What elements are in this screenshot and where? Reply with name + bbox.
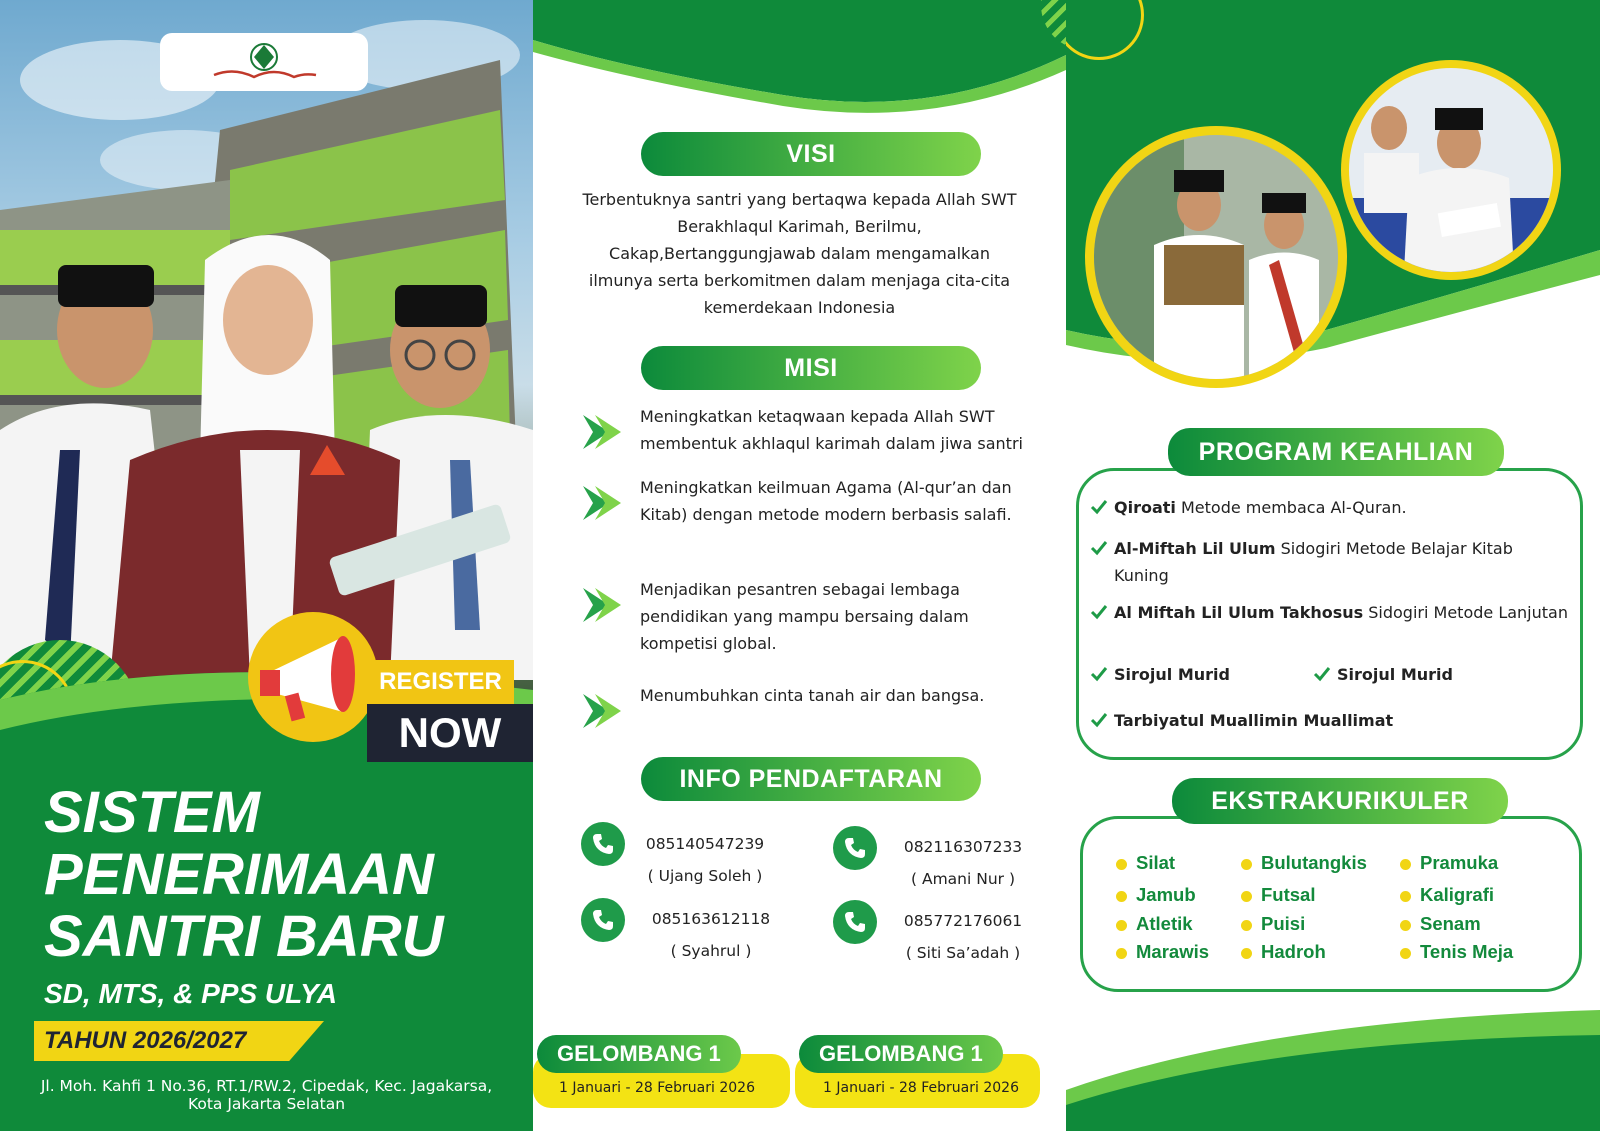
megaphone-graphic [248, 612, 378, 742]
visi-text [553, 186, 1046, 321]
ekstra-item: Jamub [1116, 884, 1196, 906]
crest-icon [204, 39, 324, 85]
program-item-3: Al Miftah Lil Ulum Takhosus Sidogiri Metode Lanjutan [1090, 599, 1570, 626]
info-heading: INFO PENDAFTARAN [641, 757, 981, 801]
address-line-2: Kota Jakarta Selatan [187, 1095, 346, 1113]
megaphone-icon [248, 612, 378, 742]
school-logo [160, 33, 368, 91]
photo-circle-2 [1341, 60, 1561, 280]
contact-3 [631, 903, 791, 967]
reading-photo [1349, 68, 1553, 272]
ekstra-item: Marawis [1116, 941, 1209, 963]
check-icon [1090, 711, 1108, 729]
ekstra-item: Futsal [1241, 884, 1315, 906]
address [0, 1077, 533, 1113]
contact-2 [883, 831, 1043, 895]
chevron-right-icon [579, 690, 621, 732]
register-label: REGISTER [367, 660, 514, 704]
year-label: TAHUN 2026/2027 [44, 1027, 247, 1054]
ekstra-item: Silat [1116, 852, 1175, 874]
chevron-right-icon [579, 482, 621, 524]
subtitle: SD, MTS, & PPS ULYA [44, 978, 337, 1009]
scout-photo [1094, 135, 1338, 379]
contact-1 [625, 828, 785, 892]
contact-name: ( Ujang Soleh ) [647, 867, 763, 885]
program-heading: PROGRAM KEAHLIAN [1168, 428, 1504, 476]
right-panel [1066, 0, 1600, 1131]
chevron-right-icon [579, 584, 621, 626]
check-icon [1313, 665, 1331, 683]
phone-icon[interactable] [833, 826, 877, 870]
title-line-1: SISTEM [44, 780, 260, 845]
contact-phone[interactable]: 085140547239 [645, 835, 765, 853]
contact-phone[interactable]: 085772176061 [903, 912, 1023, 930]
left-panel [0, 0, 533, 1131]
contact-name: ( Syahrul ) [670, 942, 752, 960]
program-item-6: Tarbiyatul Muallimin Muallimat [1090, 707, 1570, 734]
misi-item-4: Menumbuhkan cinta tanah air dan bangsa. [640, 686, 985, 705]
photo-circle-1 [1085, 126, 1347, 388]
now-label: NOW [367, 704, 533, 762]
check-icon [1090, 539, 1108, 557]
check-icon [1090, 603, 1108, 621]
ekstra-item: Bulutangkis [1241, 852, 1367, 874]
program-item-1: Qiroati Metode membaca Al-Quran. [1090, 494, 1570, 521]
gelombang-1-label: GELOMBANG 1 [537, 1035, 741, 1073]
program-item-4: Sirojul Murid [1090, 661, 1310, 688]
main-title [44, 782, 524, 968]
check-icon [1090, 665, 1108, 683]
visi-line-5: kemerdekaan Indonesia [703, 298, 896, 317]
ekstra-item: Kaligrafi [1400, 884, 1494, 906]
program-item-5: Sirojul Murid [1313, 661, 1533, 688]
ekstra-heading: EKSTRAKURIKULER [1172, 778, 1508, 824]
gelombang-2-date: 1 Januari - 28 Februari 2026 [823, 1080, 1019, 1096]
visi-line-3: Cakap,Bertanggungjawab dalam mengamalkan [609, 244, 990, 263]
ekstra-item: Senam [1400, 913, 1481, 935]
address-line-1: Jl. Moh. Kahfi 1 No.36, RT.1/RW.2, Cipedak, Kec. Jagakarsa, [40, 1077, 493, 1095]
phone-icon[interactable] [581, 822, 625, 866]
visi-line-4: ilmunya serta berkomitmen dalam menjaga cita-cita [588, 271, 1011, 290]
ekstra-item: Pramuka [1400, 852, 1498, 874]
phone-icon[interactable] [833, 900, 877, 944]
misi-item-1: Meningkatkan ketaqwaan kepada Allah SWT membentuk akhlaqul karimah dalam jiwa santri [640, 407, 1023, 453]
middle-panel [533, 0, 1066, 1131]
ekstra-item: Hadroh [1241, 941, 1326, 963]
gelombang-1-date: 1 Januari - 28 Februari 2026 [559, 1080, 755, 1096]
chevron-right-icon [579, 411, 621, 453]
bottom-wave [1066, 1010, 1600, 1131]
visi-line-1: Terbentuknya santri yang bertaqwa kepada Allah SWT [582, 190, 1017, 209]
visi-heading: VISI [641, 132, 981, 176]
contact-phone[interactable]: 082116307233 [903, 838, 1023, 856]
cover-photo [0, 0, 533, 700]
title-line-3: SANTRI BARU [44, 904, 444, 969]
ekstra-item: Tenis Meja [1400, 941, 1513, 963]
misi-item-3: Menjadikan pesantren sebagai lembaga pendidikan yang mampu bersaing dalam kompetisi global. [640, 580, 969, 653]
top-wave [533, 0, 1066, 120]
gelombang-2-label: GELOMBANG 1 [799, 1035, 1003, 1073]
program-item-2: Al-Miftah Lil Ulum Sidogiri Metode Belajar Kitab Kuning [1090, 535, 1570, 589]
contact-phone[interactable]: 085163612118 [651, 910, 771, 928]
ekstra-item: Puisi [1241, 913, 1305, 935]
misi-heading: MISI [641, 346, 981, 390]
contact-4 [883, 905, 1043, 969]
contact-name: ( Amani Nur ) [911, 870, 1015, 888]
students-photo [0, 200, 533, 680]
check-icon [1090, 498, 1108, 516]
title-line-2: PENERIMAAN [44, 842, 434, 907]
visi-line-2: Berakhlaqul Karimah, Berilmu, [677, 217, 922, 236]
phone-icon[interactable] [581, 898, 625, 942]
contact-name: ( Siti Sa’adah ) [905, 944, 1021, 962]
ekstra-item: Atletik [1116, 913, 1193, 935]
misi-item-2: Meningkatkan keilmuan Agama (Al-qur’an dan Kitab) dengan metode modern berbasis salafi. [640, 478, 1012, 524]
